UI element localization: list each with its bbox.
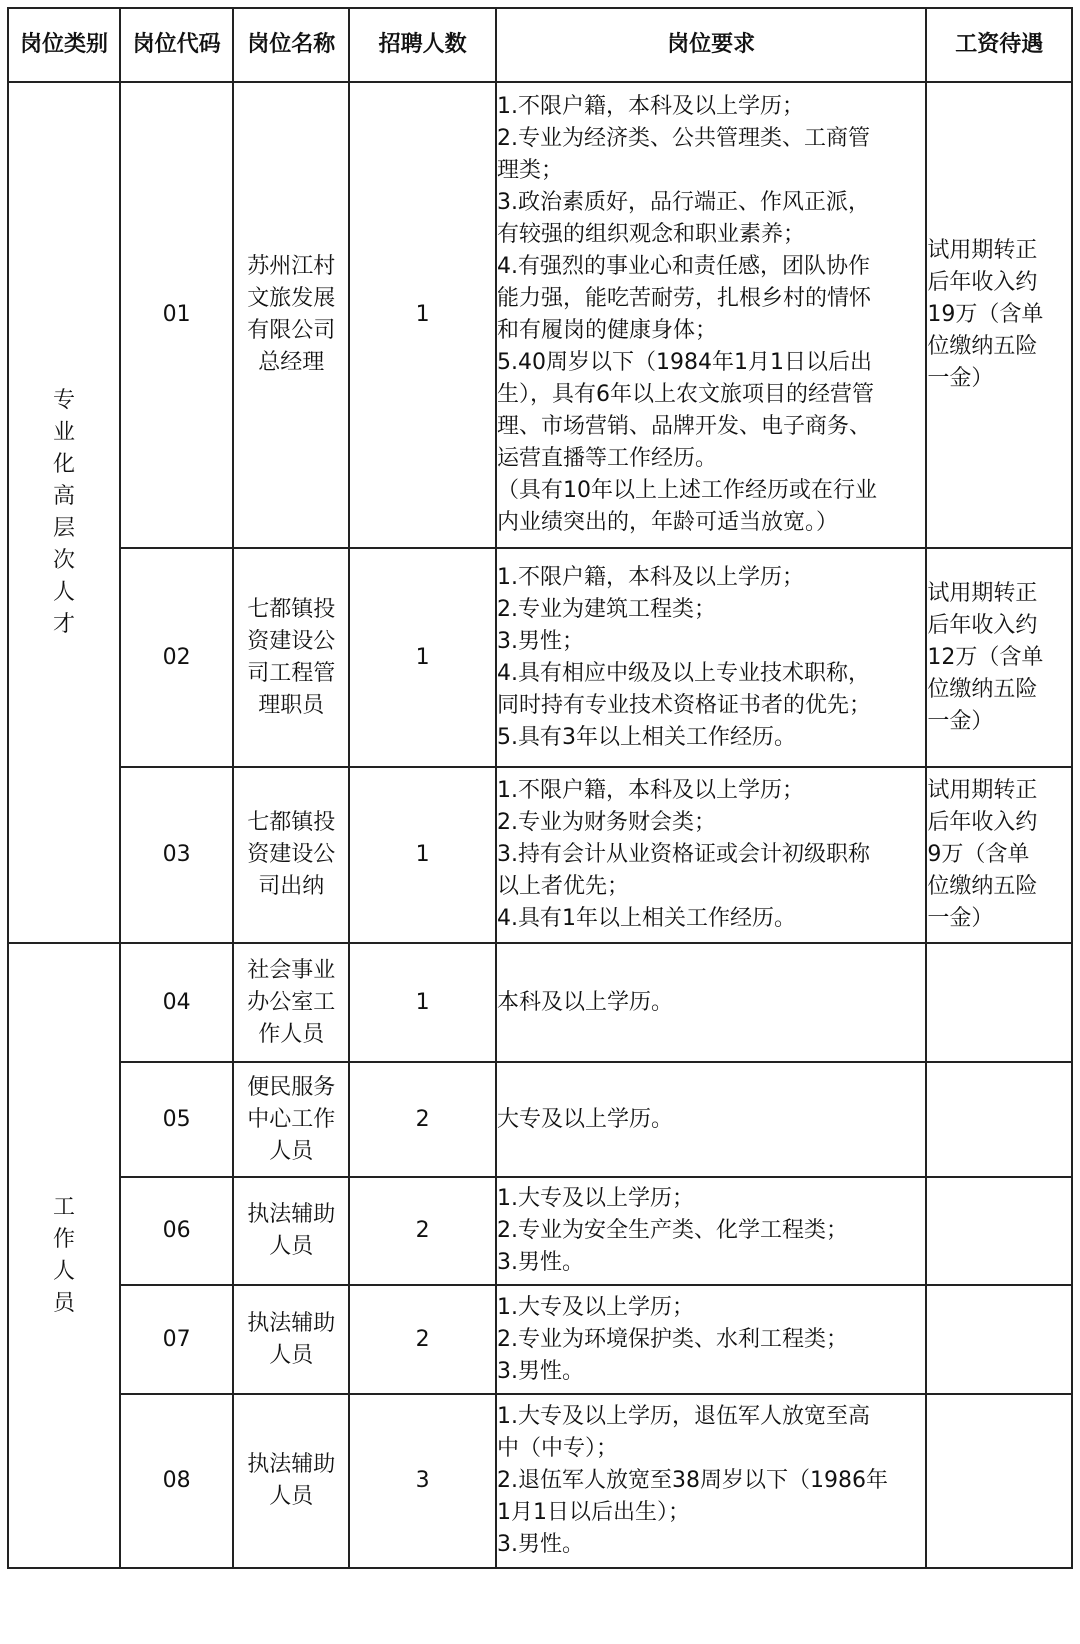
header-count: 招聘人数 [349,8,496,82]
requirement-line: 同时持有专业技术资格证书者的优先； [496,692,871,718]
hiring-count: 2 [349,1285,496,1394]
header-requirements: 岗位要求 [496,8,926,82]
pay-cell [926,1285,1072,1394]
position-code: 03 [120,767,233,943]
position-name-cell [233,1394,349,1568]
requirement-line: 内业绩突出的，年龄可适当放宽。） [496,510,838,535]
position-code: 01 [120,82,233,548]
pay-text: 试用期转正后年收入约19万（含单位缴纳五险一金） [927,238,1044,391]
position-code: 07 [120,1285,233,1394]
position-name: 执法辅助人员 [247,1202,336,1259]
requirement-line: 1.大专及以上学历； [496,1186,694,1211]
position-name: 便民服务中心工作人员 [247,1074,336,1164]
requirement-line: 大专及以上学历。 [496,1106,673,1132]
requirement-line: 生），具有6年以上农文旅项目的经营管 [496,382,874,407]
category-label: 工作人员 [53,1194,76,1316]
requirement-line: 4.具有1年以上相关工作经历。 [496,906,796,931]
position-name: 苏州江村文旅发展有限公司总经理 [247,254,336,375]
position-name: 执法辅助人员 [247,1310,336,1368]
requirement-line: 有较强的组织观念和职业素养； [496,222,805,247]
pay-text: 试用期转正后年收入约12万（含单位缴纳五险一金） [927,580,1044,734]
table-row [8,1285,1072,1394]
pay-cell [926,548,1072,767]
requirement-line: 以上者优先； [496,874,629,899]
header-pay: 工资待遇 [926,8,1072,82]
position-code: 06 [120,1177,233,1285]
requirement-line: 2.专业为财务财会类； [496,810,716,835]
table-row [8,548,1072,767]
requirement-line: 2.专业为经济类、公共管理类、工商管 [496,126,870,151]
requirements-cell [496,82,926,548]
position-name-cell [233,767,349,943]
table-row [8,767,1072,943]
position-name-cell [233,1177,349,1285]
requirement-line: 3.男性。 [496,1250,584,1275]
requirements-cell [496,1285,926,1394]
requirements-cell [496,943,926,1062]
requirement-line: 2.专业为环境保护类、水利工程类； [496,1326,848,1352]
table-row [8,1177,1072,1285]
pay-cell [926,1062,1072,1177]
requirement-line: 3.男性。 [496,1532,584,1557]
position-code: 05 [120,1062,233,1177]
position-name: 七都镇投资建设公司出纳 [247,810,336,899]
table-row [8,1394,1072,1568]
requirement-line: 和有履岗的健康身体； [496,318,717,343]
requirement-line: 本科及以上学历。 [496,989,673,1015]
recruitment-table [7,7,1073,1569]
requirements-cell [496,1177,926,1285]
requirement-line: 1.不限户籍，本科及以上学历； [496,564,804,590]
requirements-cell [496,767,926,943]
pay-cell [926,1177,1072,1285]
requirement-line: 2.退伍军人放宽至38周岁以下（1986年 [496,1468,888,1493]
requirement-line: 5.40周岁以下（1984年1月1日以后出 [496,350,872,375]
requirement-line: 1.大专及以上学历，退伍军人放宽至高 [496,1404,870,1429]
position-name-cell [233,943,349,1062]
hiring-count: 1 [349,943,496,1062]
position-name-cell [233,548,349,767]
position-code: 08 [120,1394,233,1568]
header-row [8,8,1072,82]
table-body [8,82,1072,1568]
pay-cell [926,767,1072,943]
header-name: 岗位名称 [233,8,349,82]
category-cell [8,82,120,943]
position-name-cell [233,82,349,548]
requirements-cell [496,548,926,767]
header-category: 岗位类别 [8,8,120,82]
position-name: 社会事业办公室工作人员 [247,957,336,1047]
requirement-line: 1月1日以后出生）； [496,1500,690,1525]
position-name: 七都镇投资建设公司工程管理职员 [247,596,336,718]
requirement-line: 4.具有相应中级及以上专业技术职称， [496,660,870,686]
requirement-line: 3.男性。 [496,1358,584,1384]
hiring-count: 1 [349,82,496,548]
requirement-line: 1.不限户籍，本科及以上学历； [496,778,804,803]
requirements-cell [496,1062,926,1177]
requirement-line: 运营直播等工作经历。 [496,446,717,471]
position-name: 执法辅助人员 [247,1452,336,1509]
category-label: 专业化高层次人才 [53,387,76,637]
requirement-line: 3.政治素质好，品行端正、作风正派， [496,190,870,215]
header-code: 岗位代码 [120,8,233,82]
requirement-line: 4.有强烈的事业心和责任感，团队协作 [496,254,870,279]
requirement-line: 5.具有3年以上相关工作经历。 [496,724,796,750]
hiring-count: 3 [349,1394,496,1568]
requirement-line: 2.专业为建筑工程类； [496,596,716,622]
pay-cell [926,1394,1072,1568]
table-row [8,82,1072,548]
requirement-line: 理类； [496,158,563,183]
pay-text: 试用期转正后年收入约9万（含单位缴纳五险一金） [927,778,1038,931]
hiring-count: 2 [349,1177,496,1285]
table-row [8,1062,1072,1177]
position-name-cell [233,1285,349,1394]
position-code: 02 [120,548,233,767]
requirement-line: 1.不限户籍，本科及以上学历； [496,94,804,119]
pay-cell [926,82,1072,548]
pay-cell [926,943,1072,1062]
requirement-line: 理、市场营销、品牌开发、电子商务、 [496,414,871,439]
category-cell [8,943,120,1568]
position-name-cell [233,1062,349,1177]
requirements-cell [496,1394,926,1568]
requirement-line: 3.持有会计从业资格证或会计初级职称 [496,842,870,867]
requirement-line: 2.专业为安全生产类、化学工程类； [496,1218,848,1243]
requirement-line: 3.男性； [496,628,584,654]
hiring-count: 2 [349,1062,496,1177]
hiring-count: 1 [349,767,496,943]
requirement-line: （具有10年以上上述工作经历或在行业 [496,478,877,503]
requirement-line: 1.大专及以上学历； [496,1294,694,1320]
table-row [8,943,1072,1062]
recruitment-table-container [7,7,1073,1569]
position-code: 04 [120,943,233,1062]
requirement-line: 能力强，能吃苦耐劳，扎根乡村的情怀 [496,286,871,311]
requirement-line: 中（中专）； [496,1436,618,1461]
hiring-count: 1 [349,548,496,767]
